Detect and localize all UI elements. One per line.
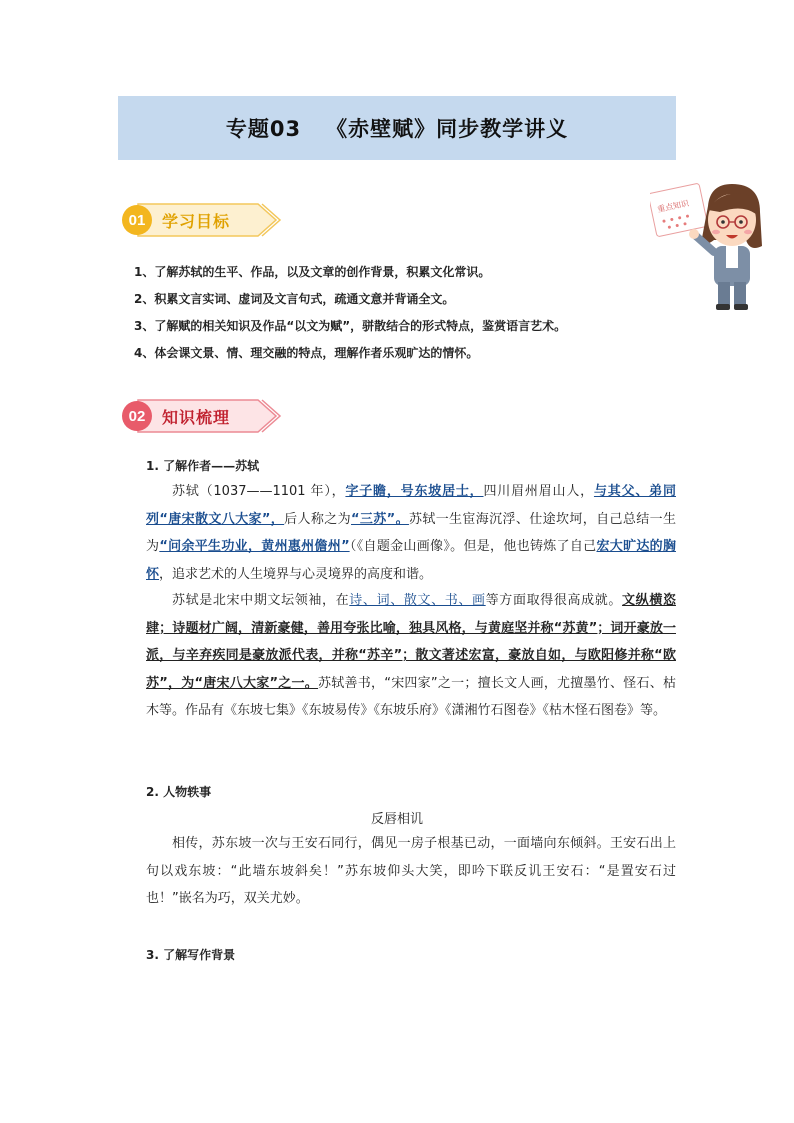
- highlight-text: “问余平生功业，黄州惠州儋州”: [159, 539, 350, 554]
- highlight-text: 诗、词、散文、书、画: [349, 593, 486, 608]
- section-label: 知识梳理: [162, 408, 231, 427]
- text-span: 苏轼（1037——1101 年），: [172, 484, 346, 499]
- subheading-background: 3. 了解写作背景: [146, 948, 236, 962]
- text-span: 后人称之为: [284, 511, 352, 527]
- section-number-badge: 01: [122, 205, 152, 235]
- paragraph-author-bio: [146, 478, 676, 588]
- badge-text: 重点知识: [656, 198, 690, 215]
- subheading-author: 1. 了解作者——苏轼: [146, 459, 260, 473]
- text-span: ，追求艺术的人生境界与心灵境界的高度和谐。: [159, 566, 433, 582]
- text-span: 苏轼是北宋中期文坛领袖，在: [172, 593, 350, 608]
- emphasis-text: 文纵横恣肆；诗题材广阔，清新豪健，善用夸张比喻，独具风格，与黄庭坚并称“苏黄”；词开豪放一派，与辛弃疾同是豪放派代表，并称“苏辛”；散文著述宏富，豪放自如，与欧阳修并称“欧苏”，为“唐宋八大家”之一。: [146, 593, 676, 691]
- highlight-text: 与其父、弟同列“唐宋散文八大家”，: [146, 484, 676, 527]
- text-span: 苏轼善书，“宋四家”之一；擅长文人画，尤擅墨竹、怪石、枯木等。作品有《东坡七集》《东坡易传》《东坡乐府》《潇湘竹石图卷》《枯木怪石图卷》等。: [146, 675, 676, 718]
- highlight-text: 宏大旷达的胸怀: [146, 539, 676, 582]
- highlight-text: “三苏”。: [351, 511, 409, 527]
- section-label: 学习目标: [162, 212, 231, 231]
- note-card-icon: [650, 183, 708, 237]
- goals-list: [134, 259, 674, 367]
- section-number-badge: 02: [122, 401, 152, 431]
- anecdote-title: 反唇相讥: [370, 812, 423, 827]
- section-header-knowledge: [122, 396, 282, 440]
- text-span: 等方面取得很高成就。: [485, 593, 623, 608]
- goal-item: 3、了解赋的相关知识及作品“以文为赋”，骈散结合的形式特点，鉴赏语言艺术。: [134, 319, 567, 333]
- subheading-anecdote: 2. 人物轶事: [146, 785, 212, 799]
- highlight-text: 字子瞻，号东坡居士，: [345, 484, 484, 499]
- section-header-goals: [122, 200, 282, 244]
- text-span: （《自题金山画像》。但是，他也铸炼了自己: [349, 539, 597, 554]
- goal-item: 1、了解苏轼的生平、作品，以及文章的创作背景，积累文化常识。: [134, 265, 491, 279]
- goal-item: 2、积累文言实词、虚词及文言句式，疏通文意并背诵全文。: [134, 292, 455, 306]
- text-span: 四川眉州眉山人，: [483, 484, 594, 499]
- paragraph-anecdote: 相传，苏东坡一次与王安石同行，偶见一房子根基已动，一面墙向东倾斜。王安石出上句以戏东坡：“此墙东坡斜矣！”苏东坡仰头大笑，即吟下联反讥王安石：“是置安石过也！”嵌名为巧，双关尤妙。: [146, 836, 676, 906]
- title-banner: [118, 96, 676, 160]
- page-title: 专题03 《赤壁赋》同步教学讲义: [225, 117, 569, 141]
- paragraph-achievements: [146, 587, 676, 725]
- text-span: 苏轼一生宦海沉浮、仕途坎坷，自己总结一生为: [146, 511, 676, 554]
- goal-item: 4、体会课文景、情、理交融的特点，理解作者乐观旷达的情怀。: [134, 346, 479, 360]
